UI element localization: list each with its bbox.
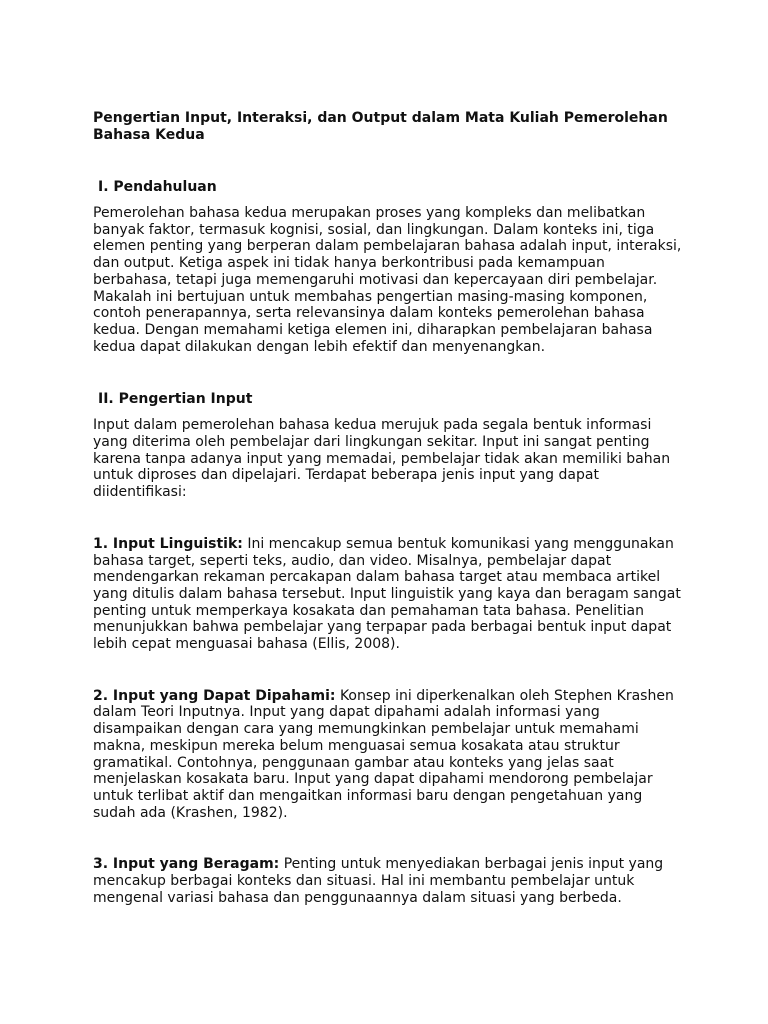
list-item-text: Ini mencakup semua bentuk komunikasi yang menggunakan bahasa target, seperti teks, audio, dan video. Misalnya, pembelajar dapat mendengarkan rekaman percakapan dalam bahasa target atau membaca artikel yang ditulis dalam bahasa tersebut. Input linguistik yang kaya dan beragam sangat penting untuk memperkaya kosakata dan pemahaman tata bahasa. Penelitian menunjukkan bahwa pembelajar yang terpapar pada berbagai bentuk input dapat lebih cepat menguasai bahasa (Ellis, 2008). bbox=[93, 535, 681, 653]
list-item-lead: 2. Input yang Dapat Dipahami: bbox=[93, 687, 336, 704]
section-heading-pendahuluan: I. Pendahuluan bbox=[98, 179, 217, 195]
list-item-lead: 3. Input yang Beragam: bbox=[93, 856, 280, 873]
document-title: Pengertian Input, Interaksi, dan Output dalam Mata Kuliah Pemerolehan Bahasa Kedua bbox=[93, 110, 668, 143]
section-heading-pengertian-input: II. Pengertian Input bbox=[98, 391, 253, 408]
list-item-lead: 1. Input Linguistik: bbox=[93, 535, 243, 552]
document-body bbox=[93, 110, 683, 907]
list-item-text: Penting untuk menyediakan berbagai jenis input yang mencakup berbagai konteks dan situasi. Hal ini membantu pembelajar untuk mengenal variasi bahasa dan penggunaannya dalam situasi yang berbeda. bbox=[93, 856, 664, 906]
list-item-input-linguistik bbox=[93, 536, 683, 653]
section-paragraph-pengertian-input: Input dalam pemerolehan bahasa kedua merujuk pada segala bentuk informasi yang diterima oleh pembelajar dari lingkungan sekitar. Input ini sangat penting karena tanpa adanya input yang memadai, pembelajar tidak akan memiliki bahan untuk diproses dan dipelajari. Terdapat beberapa jenis input yang dapat diidentifikasi: bbox=[93, 417, 671, 501]
list-item-text: Konsep ini diperkenalkan oleh Stephen Krashen dalam Teori Inputnya. Input yang dapat dipahami adalah informasi yang disampaikan dengan cara yang memungkinkan pembelajar untuk memahami makna, meskipun mereka belum menguasai semua kosakata atau struktur gramatikal. Contohnya, penggunaan gambar atau konteks yang jelas saat menjelaskan kosakata baru. Input yang dapat dipahami mendorong pembelajar untuk terlibat aktif dan mengaitkan informasi baru dengan pengetahuan yang sudah ada (Krashen, 1982). bbox=[93, 687, 674, 821]
list-item-input-dapat-dipahami bbox=[93, 688, 683, 822]
section-paragraph-pendahuluan: Pemerolehan bahasa kedua merupakan proses yang kompleks dan melibatkan banyak faktor, termasuk kognisi, sosial, dan lingkungan. Dalam konteks ini, tiga elemen penting yang berperan dalam pembelajaran bahasa adalah input, interaksi, dan output. Ketiga aspek ini tidak hanya berkontribusi pada kemampuan berbahasa, tetapi juga memengaruhi motivasi dan kepercayaan diri pembelajar. Makalah ini bertujuan untuk membahas pengertian masing-masing komponen, contoh penerapannya, serta relevansinya dalam konteks pemerolehan bahasa kedua. Dengan memahami ketiga elemen ini, diharapkan pembelajaran bahasa kedua dapat dilakukan dengan lebih efektif dan menyenangkan. bbox=[93, 205, 682, 355]
list-item-input-beragam bbox=[93, 856, 683, 906]
